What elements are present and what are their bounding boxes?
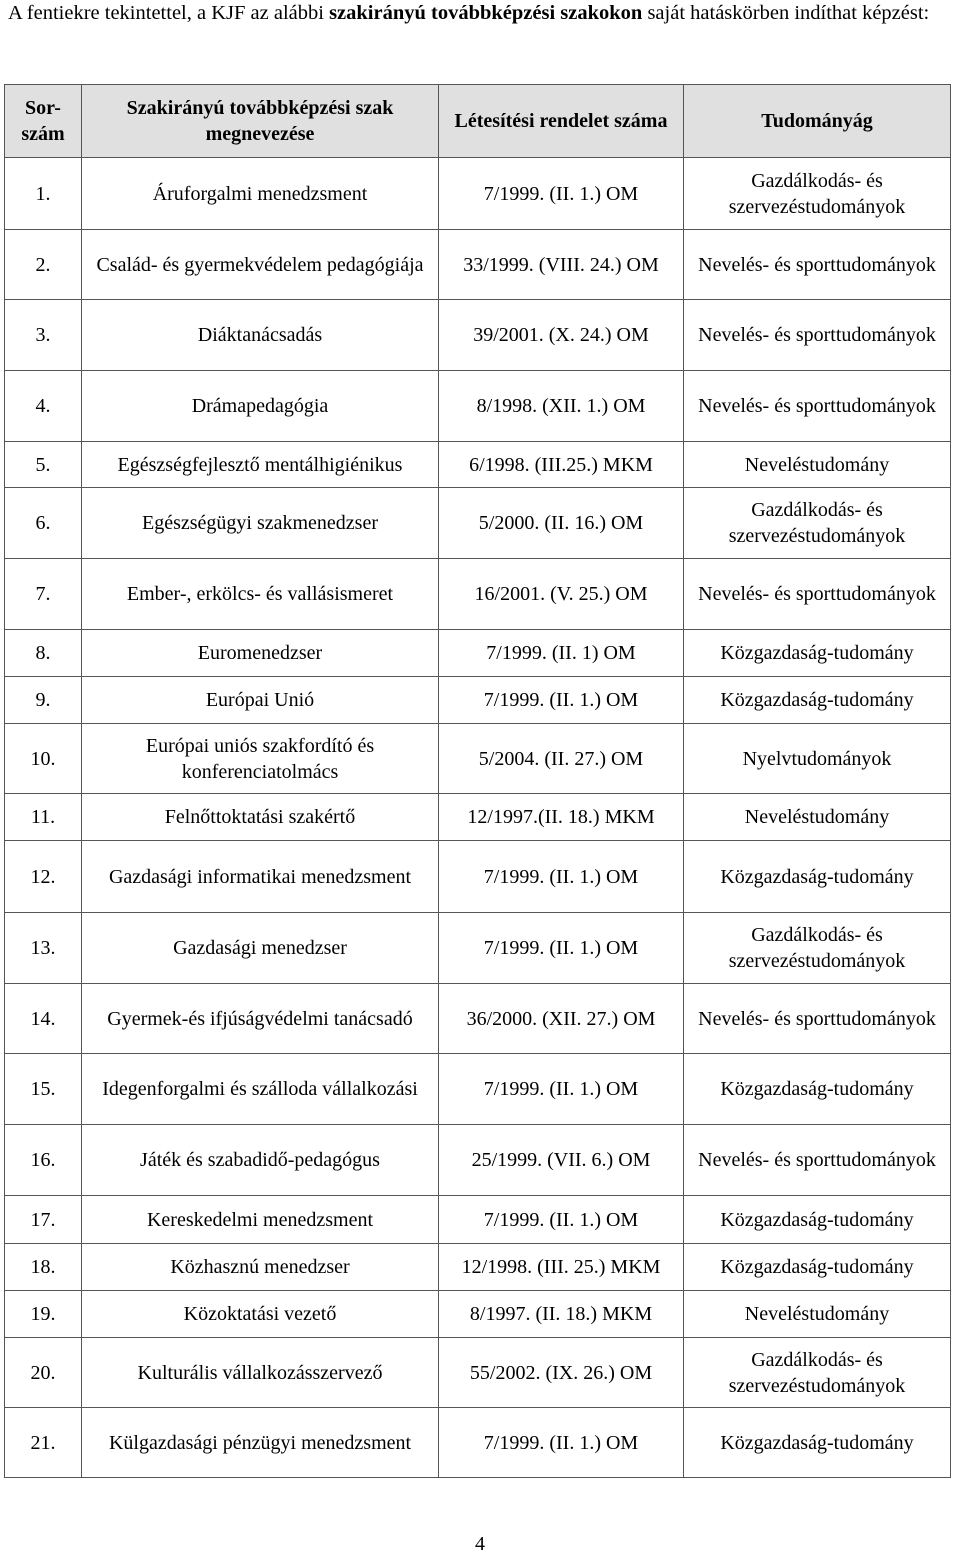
- row-rendelet: 5/2000. (II. 16.) OM: [439, 488, 684, 559]
- table-row: [5, 677, 951, 724]
- row-number: 17.: [5, 1196, 82, 1244]
- row-tudomanyag: Nevelés- és sporttudományok: [684, 1125, 951, 1196]
- row-szak-name: Kulturális vállalkozásszervező: [82, 1338, 439, 1408]
- row-tudomanyag: Neveléstudomány: [684, 442, 951, 488]
- row-tudomanyag: Közgazdaság-tudomány: [684, 1408, 951, 1478]
- row-tudomanyag: Nevelés- és sporttudományok: [684, 984, 951, 1054]
- specializations-table: [4, 84, 951, 1478]
- table-row: [5, 559, 951, 630]
- row-tudomanyag: Közgazdaság-tudomány: [684, 1054, 951, 1125]
- row-rendelet: 8/1998. (XII. 1.) OM: [439, 371, 684, 442]
- table-row: [5, 488, 951, 559]
- row-number: 4.: [5, 371, 82, 442]
- table-row: [5, 1054, 951, 1125]
- row-tudomanyag: Közgazdaság-tudomány: [684, 630, 951, 677]
- table-row: [5, 158, 951, 230]
- row-tudomanyag: Gazdálkodás- és szervezéstudományok: [684, 158, 951, 230]
- row-rendelet: 7/1999. (II. 1.) OM: [439, 1196, 684, 1244]
- header-tudomanyag: Tudományág: [684, 85, 951, 158]
- row-rendelet: 25/1999. (VII. 6.) OM: [439, 1125, 684, 1196]
- header-letesitesi-rendelet: Létesítési rendelet száma: [439, 85, 684, 158]
- row-rendelet: 8/1997. (II. 18.) MKM: [439, 1291, 684, 1338]
- row-tudomanyag: Közgazdaság-tudomány: [684, 1244, 951, 1291]
- row-szak-name: Drámapedagógia: [82, 371, 439, 442]
- row-tudomanyag: Gazdálkodás- és szervezéstudományok: [684, 1338, 951, 1408]
- table-row: [5, 1244, 951, 1291]
- table-row: [5, 1196, 951, 1244]
- row-number: 16.: [5, 1125, 82, 1196]
- row-rendelet: 36/2000. (XII. 27.) OM: [439, 984, 684, 1054]
- row-number: 20.: [5, 1338, 82, 1408]
- table-header-row: [5, 85, 951, 158]
- row-szak-name: Európai uniós szakfordító és konferenciatolmács: [82, 724, 439, 794]
- row-number: 3.: [5, 300, 82, 371]
- row-szak-name: Kereskedelmi menedzsment: [82, 1196, 439, 1244]
- table-row: [5, 371, 951, 442]
- row-rendelet: 7/1999. (II. 1.) OM: [439, 913, 684, 984]
- row-number: 6.: [5, 488, 82, 559]
- row-tudomanyag: Nevelés- és sporttudományok: [684, 559, 951, 630]
- page-number: 4: [475, 1533, 485, 1555]
- row-number: 12.: [5, 841, 82, 913]
- row-rendelet: 16/2001. (V. 25.) OM: [439, 559, 684, 630]
- row-tudomanyag: Nyelvtudományok: [684, 724, 951, 794]
- row-number: 19.: [5, 1291, 82, 1338]
- intro-text-before: A fentiekre tekintettel, a KJF az alábbi: [8, 2, 330, 24]
- row-tudomanyag: Közgazdaság-tudomány: [684, 677, 951, 724]
- row-number: 21.: [5, 1408, 82, 1478]
- row-rendelet: 12/1998. (III. 25.) MKM: [439, 1244, 684, 1291]
- row-rendelet: 7/1999. (II. 1.) OM: [439, 841, 684, 913]
- row-number: 13.: [5, 913, 82, 984]
- row-rendelet: 7/1999. (II. 1.) OM: [439, 158, 684, 230]
- row-szak-name: Külgazdasági pénzügyi menedzsment: [82, 1408, 439, 1478]
- table-row: [5, 1338, 951, 1408]
- row-szak-name: Felnőttoktatási szakértő: [82, 794, 439, 841]
- row-rendelet: 55/2002. (IX. 26.) OM: [439, 1338, 684, 1408]
- row-szak-name: Egészségügyi szakmenedzser: [82, 488, 439, 559]
- row-rendelet: 39/2001. (X. 24.) OM: [439, 300, 684, 371]
- row-tudomanyag: Gazdálkodás- és szervezéstudományok: [684, 913, 951, 984]
- table-row: [5, 1408, 951, 1478]
- row-rendelet: 33/1999. (VIII. 24.) OM: [439, 230, 684, 300]
- row-number: 18.: [5, 1244, 82, 1291]
- row-tudomanyag: Nevelés- és sporttudományok: [684, 300, 951, 371]
- row-szak-name: Gyermek-és ifjúságvédelmi tanácsadó: [82, 984, 439, 1054]
- row-tudomanyag: Nevelés- és sporttudományok: [684, 371, 951, 442]
- table-row: [5, 630, 951, 677]
- row-szak-name: Egészségfejlesztő mentálhigiénikus: [82, 442, 439, 488]
- row-szak-name: Diáktanácsadás: [82, 300, 439, 371]
- row-rendelet: 7/1999. (II. 1) OM: [439, 630, 684, 677]
- table-row: [5, 300, 951, 371]
- row-rendelet: 12/1997.(II. 18.) MKM: [439, 794, 684, 841]
- table-row: [5, 1291, 951, 1338]
- row-number: 9.: [5, 677, 82, 724]
- row-szak-name: Gazdasági menedzser: [82, 913, 439, 984]
- header-sorszam: Sor-szám: [5, 85, 82, 158]
- row-szak-name: Európai Unió: [82, 677, 439, 724]
- row-number: 7.: [5, 559, 82, 630]
- row-number: 15.: [5, 1054, 82, 1125]
- row-number: 14.: [5, 984, 82, 1054]
- row-szak-name: Közoktatási vezető: [82, 1291, 439, 1338]
- header-szak-megnevezese: Szakirányú továbbképzési szak megnevezése: [82, 85, 439, 158]
- table-row: [5, 984, 951, 1054]
- row-rendelet: 7/1999. (II. 1.) OM: [439, 1408, 684, 1478]
- table-row: [5, 794, 951, 841]
- row-tudomanyag: Közgazdaság-tudomány: [684, 841, 951, 913]
- table-body: [5, 158, 951, 1478]
- row-szak-name: Ember-, erkölcs- és vallásismeret: [82, 559, 439, 630]
- row-szak-name: Gazdasági informatikai menedzsment: [82, 841, 439, 913]
- row-rendelet: 7/1999. (II. 1.) OM: [439, 677, 684, 724]
- row-tudomanyag: Neveléstudomány: [684, 1291, 951, 1338]
- table-row: [5, 913, 951, 984]
- table-row: [5, 841, 951, 913]
- row-szak-name: Család- és gyermekvédelem pedagógiája: [82, 230, 439, 300]
- row-tudomanyag: Közgazdaság-tudomány: [684, 1196, 951, 1244]
- row-number: 5.: [5, 442, 82, 488]
- row-rendelet: 5/2004. (II. 27.) OM: [439, 724, 684, 794]
- table-row: [5, 1125, 951, 1196]
- intro-text-after: saját hatáskörben indíthat képzést:: [642, 2, 930, 24]
- row-number: 10.: [5, 724, 82, 794]
- row-number: 2.: [5, 230, 82, 300]
- row-szak-name: Játék és szabadidő-pedagógus: [82, 1125, 439, 1196]
- table-row: [5, 724, 951, 794]
- table-row: [5, 442, 951, 488]
- row-szak-name: Közhasznú menedzser: [82, 1244, 439, 1291]
- row-tudomanyag: Nevelés- és sporttudományok: [684, 230, 951, 300]
- row-tudomanyag: Gazdálkodás- és szervezéstudományok: [684, 488, 951, 559]
- row-number: 8.: [5, 630, 82, 677]
- table-row: [5, 230, 951, 300]
- row-rendelet: 6/1998. (III.25.) MKM: [439, 442, 684, 488]
- intro-paragraph: [8, 0, 952, 27]
- row-szak-name: Idegenforgalmi és szálloda vállalkozási: [82, 1054, 439, 1125]
- row-szak-name: Áruforgalmi menedzsment: [82, 158, 439, 230]
- row-number: 11.: [5, 794, 82, 841]
- intro-text-bold: szakirányú továbbképzési szakokon: [329, 2, 643, 24]
- row-rendelet: 7/1999. (II. 1.) OM: [439, 1054, 684, 1125]
- row-szak-name: Euromenedzser: [82, 630, 439, 677]
- row-number: 1.: [5, 158, 82, 230]
- row-tudomanyag: Neveléstudomány: [684, 794, 951, 841]
